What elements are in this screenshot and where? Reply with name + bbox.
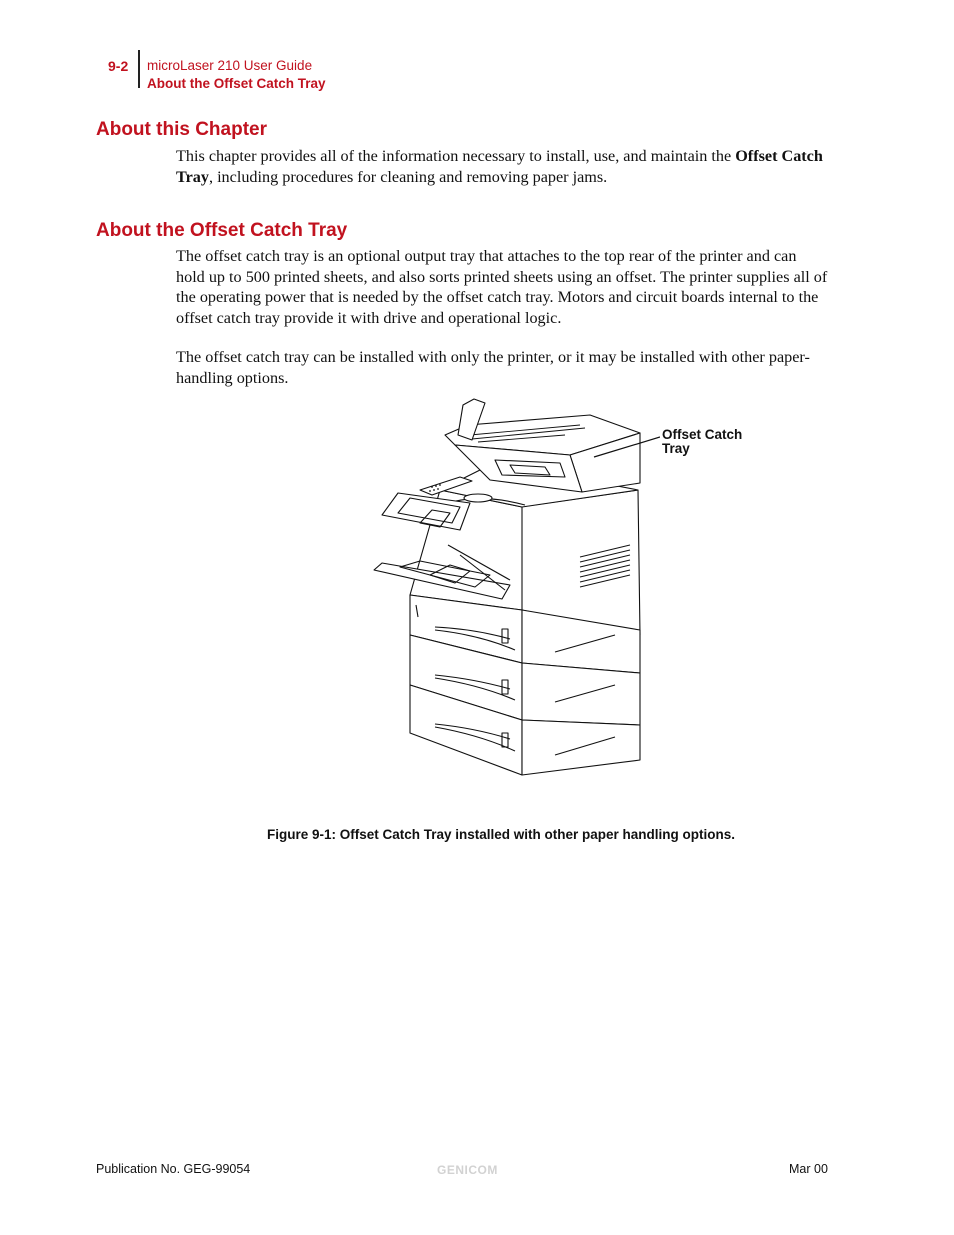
running-section-title: About the Offset Catch Tray — [147, 76, 326, 91]
page-number: 9-2 — [108, 58, 129, 74]
offset-catch-tray-callout: Offset Catch Tray — [662, 427, 743, 456]
publication-number: Publication No. GEG-99054 — [96, 1162, 251, 1176]
printer-with-offset-catch-tray-illustration — [360, 395, 660, 785]
offset-tray-description-paragraph: The offset catch tray is an optional output tray that attaches to the top rear of the printer and can hold up to 500 printed sheets, and also sorts printed sheets using an offset. The printer supplies all of the operating power that is needed by the offset catch tray. Motors and circuit boards internal to the offset catch tray provide it with drive and operational logic. — [176, 247, 828, 327]
header-divider — [138, 50, 140, 88]
publication-date: Mar 00 — [789, 1162, 828, 1176]
figure-caption: Figure 9-1: Offset Catch Tray installed with other paper handling options. — [266, 827, 736, 842]
genicom-watermark: GENICOM — [437, 1163, 498, 1177]
heading-about-this-chapter: About this Chapter — [96, 119, 267, 140]
heading-about-offset-catch-tray: About the Offset Catch Tray — [96, 220, 348, 241]
guide-title: microLaser 210 User Guide — [147, 58, 313, 73]
offset-catch-tray-term: Offset Catch Tray — [176, 147, 823, 186]
chapter-intro-paragraph: This chapter provides all of the information necessary to install, use, and maintain the Offset Catch Tray, including procedures for cleaning and removing paper jams. — [176, 147, 823, 186]
installation-options-paragraph: The offset catch tray can be installed with only the printer, or it may be installed with other paper-handling options. — [176, 348, 810, 387]
